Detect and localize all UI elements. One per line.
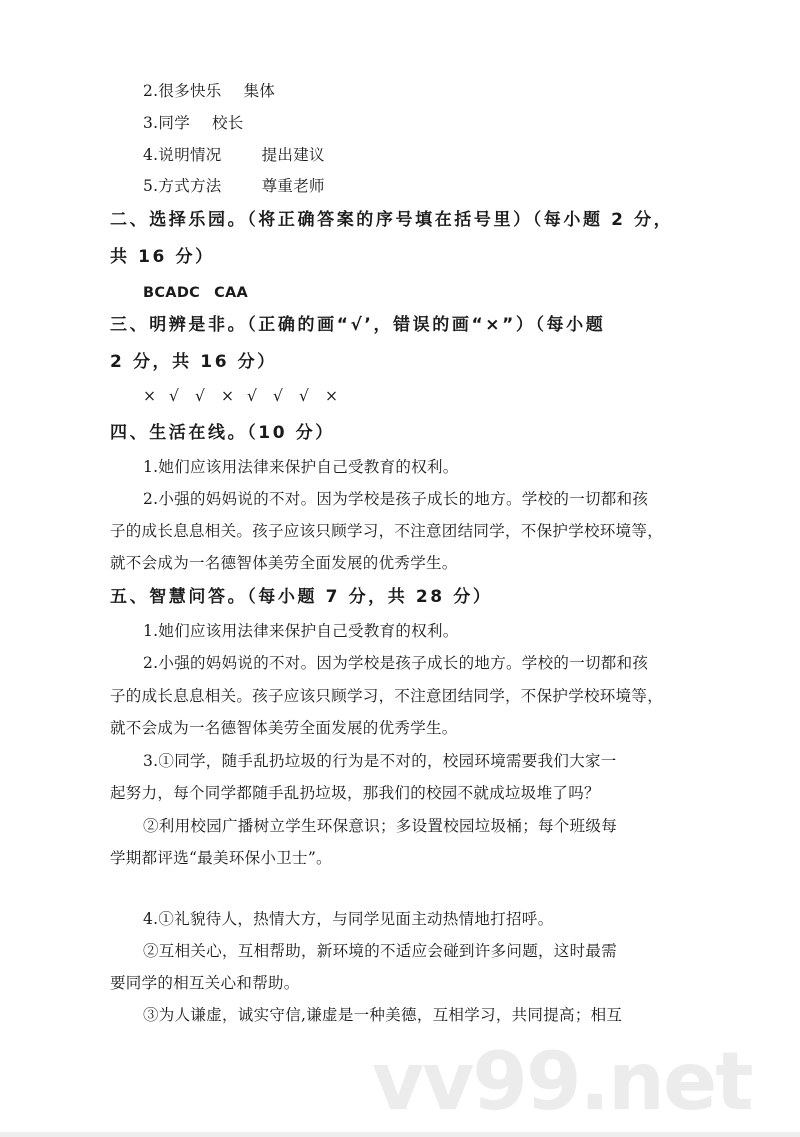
watermark: vv99.net [372,1035,752,1128]
answer-text: 校长 [212,114,244,132]
answer-line [143,177,325,196]
answer-text: 集体 [243,82,276,100]
answer-text: 4.说明情况 [143,146,222,164]
answer-text: 3.同学 [143,114,190,132]
section-heading-5: 五、智慧问答。（每小题 7 分，共 28 分） [110,587,493,607]
answer-text: 提出建议 [261,146,325,164]
answer-text: CAA [214,285,249,301]
text-line: 2.小强的妈妈说的不对。因为学校是孩子成长的地方。学校的一切都和孩 [143,654,649,672]
text-line: 要同学的相互关心和帮助。 [110,974,300,992]
answer-line [143,114,244,133]
section-heading-3: 三、明辨是非。（正确的画“√’，错误的画“×”）（每小题 [110,315,606,335]
text-line: ②互相关心，互相帮助，新环境的不适应会碰到许多问题，这时最需 [143,942,618,960]
text-line: 学期都评选“最美环保小卫士”。 [110,849,332,867]
text-line: 4.①礼貌待人，热情大方，与同学见面主动热情地打招呼。 [143,910,554,928]
answer-text: 尊重老师 [261,177,325,195]
true-false-answers [143,387,351,406]
section-heading-3-cont: 2 分，共 16 分） [110,352,277,372]
text-line: 1.她们应该用法律来保护自己受教育的权利。 [143,622,459,640]
mark: √ [195,387,206,405]
mark: √ [273,387,284,405]
answer-line [143,82,275,101]
section-heading-4: 四、生活在线。（10 分） [110,423,335,443]
answer-text: 5.方式方法 [143,177,222,195]
answer-line [143,146,325,165]
text-line: ②利用校园广播树立学生环保意识；多设置校园垃圾桶；每个班级每 [143,817,618,835]
mark: × [143,387,157,405]
text-line: 3.①同学，随手乱扔垃圾的行为是不对的，校园环境需要我们大家一 [143,752,617,770]
mark: √ [299,387,310,405]
section-heading-2-cont: 共 16 分） [110,247,215,267]
mark: × [325,387,339,405]
choice-answers [143,284,248,302]
text-line: 就不会成为一名德智体美劳全面发展的优秀学生。 [110,554,458,572]
answer-text: 2.很多快乐 [143,82,222,100]
mark: √ [247,387,258,405]
text-line: 1.她们应该用法律来保护自己受教育的权利。 [143,458,459,476]
text-line: 2.小强的妈妈说的不对。因为学校是孩子成长的地方。学校的一切都和孩 [143,490,649,508]
text-line: ③为人谦虚，诚实守信,谦虚是一种美德，互相学习，共同提高；相互 [143,1006,623,1024]
text-line: 子的成长息息相关。孩子应该只顾学习，不注意团结同学，不保护学校环境等， [110,687,664,705]
section-heading-2: 二、选择乐园。（将正确答案的序号填在括号里）（每小题 2 分， [110,210,674,230]
mark: × [221,387,235,405]
text-line: 就不会成为一名德智体美劳全面发展的优秀学生。 [110,719,458,737]
answer-text: BCADC [143,285,201,301]
text-line: 起努力，每个同学都随手乱扔垃圾，那我们的校园不就成垃圾堆了吗？ [110,784,600,802]
text-line: 子的成长息息相关。孩子应该只顾学习，不注意团结同学，不保护学校环境等， [110,522,664,540]
mark: √ [169,387,180,405]
page-bottom-edge [0,1132,800,1137]
